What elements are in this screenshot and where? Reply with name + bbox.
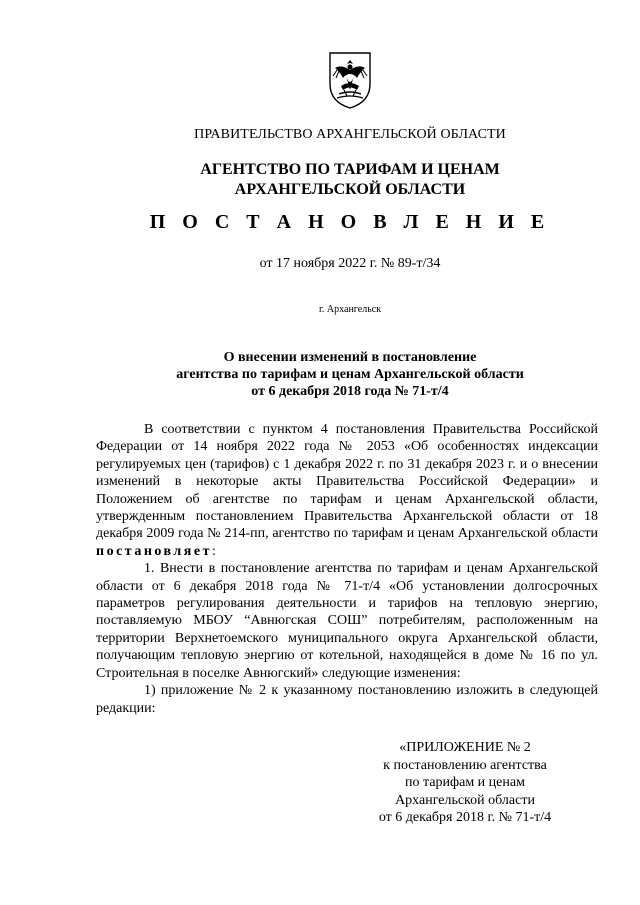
document-type-title: П О С Т А Н О В Л Е Н И Е: [149, 211, 551, 233]
document-subject: [0, 349, 640, 400]
agency-name: [0, 160, 640, 200]
resolves-keyword: постановляет: [96, 543, 212, 559]
appendix-line1: «ПРИЛОЖЕНИЕ № 2: [399, 740, 531, 755]
appendix-line2: к постановлению агентства: [383, 757, 547, 773]
coat-of-arms-emblem: [327, 50, 373, 110]
appendix-line5: от 6 декабря 2018 г. № 71-т/4: [378, 810, 552, 825]
preamble-end: :: [211, 543, 216, 559]
appendix-header: [365, 739, 565, 827]
subject-line2: агентства по тарифам и ценам Архангельской области: [176, 367, 524, 382]
clause-1-paragraph: 1. Внести в постановление агентства по тарифам и ценам Архангельской области от 6 декабря 2018 года № 71-т/4 «Об установлении долгосрочных параметров регулирования деятельности и тарифов на тепловую энергию, поставляемую МБОУ “Авнюгская СОШ” потребителям, расположенным на территории Верхнетоемского муниципального округа Архангельской области, получающим тепловую энергию от котельной, находящейся в доме № 16 по ул. Строительная в поселке Авнюгский» следующие изменения:: [96, 561, 598, 681]
agency-name-line1: АГЕНТСТВО ПО ТАРИФАМ И ЦЕНАМ: [200, 161, 500, 178]
appendix-line3: по тарифам и ценам: [405, 775, 525, 790]
document-city: г. Архангельск: [318, 304, 382, 315]
clause-1-1-paragraph: 1) приложение № 2 к указанному постановлению изложить в следующей редакции:: [96, 683, 598, 716]
preamble-paragraph: [96, 421, 598, 560]
government-name: ПРАВИТЕЛЬСТВО АРХАНГЕЛЬСКОЙ ОБЛАСТИ: [194, 127, 506, 142]
appendix-line4: Архангельской области: [395, 792, 535, 808]
subject-line1: О внесении изменений в постановление: [223, 350, 477, 365]
preamble-text: В соответствии с пунктом 4 постановления Правительства Российской Федерации от 14 ноября 2022 года № 2053 «Об особенностях индексации регулируемых цен (тарифов) с 1 декабря 2022 г. по 31 декабря 2023 г. и о внесении изменений в некоторые акты Правительства Российской Федерации» и Положением об агентстве по тарифам и ценам Архангельской области, утвержденным постановлением Правительства Архангельской области от 18 декабря 2009 года № 214-пп, агентство по тарифам и ценам Архангельской области: [96, 422, 598, 542]
agency-name-line2: АРХАНГЕЛЬСКОЙ ОБЛАСТИ: [234, 181, 466, 198]
subject-line3: от 6 декабря 2018 года № 71-т/4: [251, 384, 449, 399]
document-date-number: от 17 ноября 2022 г. № 89-т/34: [259, 256, 441, 271]
document-body: [96, 421, 598, 717]
